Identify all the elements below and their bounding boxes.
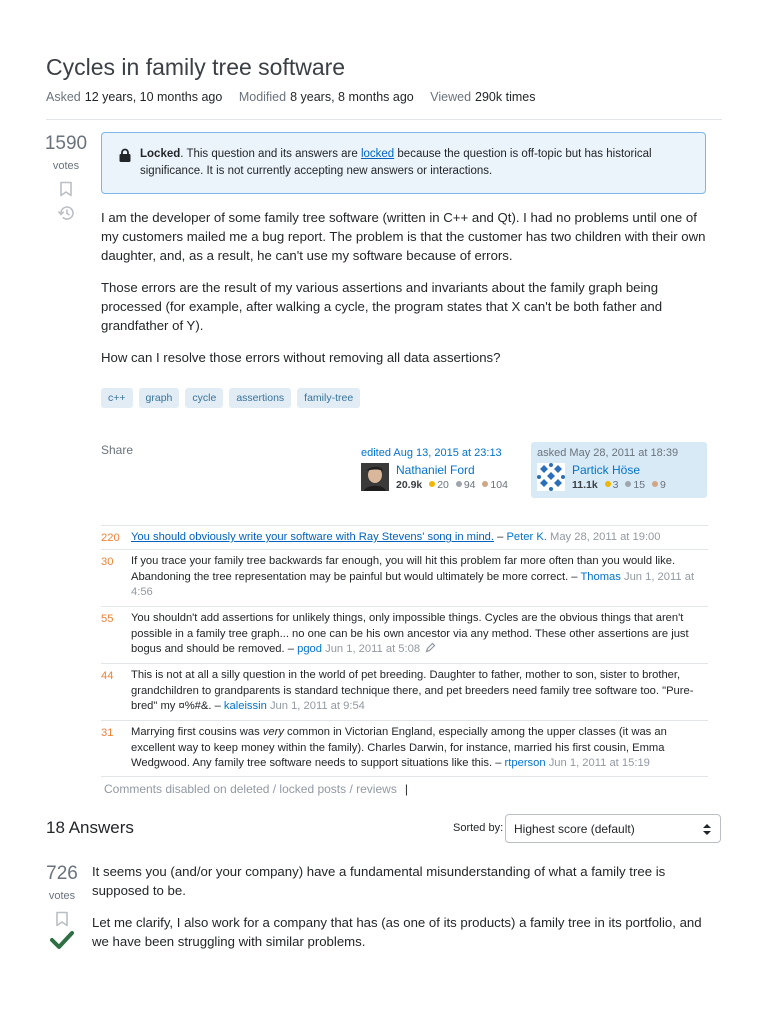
asked-value: 12 years, 10 months ago: [84, 90, 223, 104]
tag-assertions[interactable]: assertions: [229, 388, 291, 408]
asker-avatar[interactable]: [537, 463, 565, 491]
comments-disabled-text: Comments disabled on deleted / locked posts / reviews: [104, 782, 397, 796]
answers-count: 18 Answers: [46, 818, 134, 837]
comment-score: 30: [101, 556, 114, 568]
modified-value[interactable]: 8 years, 8 months ago: [290, 90, 414, 104]
comment-item: [101, 550, 708, 607]
tag-list: [101, 388, 360, 408]
editor-name[interactable]: Nathaniel Ford: [396, 463, 475, 477]
tag-family-tree[interactable]: family-tree: [297, 388, 360, 408]
viewed-value: 290k times: [475, 90, 536, 104]
lock-icon: [118, 148, 132, 163]
answer-vote-column: [40, 863, 84, 950]
question-meta: [46, 90, 548, 104]
asked-label: Asked: [46, 90, 81, 104]
viewed-label: Viewed: [430, 90, 472, 104]
comment-text: Marrying first cousins was very common in Victorian England, especially among the upper classes (it was an excellent way to keep money within the family). Charles Darwin, for instance, married his first cousin, Emma Wedgwood. Any family tree software needs to support situations like this.: [131, 726, 667, 769]
question-paragraph-3: How can I resolve those errors without removing all data assertions?: [101, 350, 501, 365]
history-icon[interactable]: [57, 205, 75, 221]
comments-disabled-note: [104, 782, 408, 796]
comment-separator: –: [492, 757, 505, 769]
answer-votes-label: votes: [48, 890, 76, 902]
comment-item: [101, 526, 708, 550]
editor-card: [355, 442, 528, 498]
answer-vote-count: 726: [46, 863, 78, 884]
question-paragraph-1: I am the developer of some family tree software (written in C++ and Qt). I had no problems until one of my customers mailed me a bug report. The problem is that the customer has two children with their own daughter, and, as a result, he can't use my software because of errors.: [101, 210, 706, 263]
question-vote-count: 1590: [44, 133, 88, 154]
asked-timestamp: asked May 28, 2011 at 18:39: [537, 447, 679, 459]
locked-label: Locked: [140, 148, 181, 160]
editor-silver: 94: [463, 479, 476, 491]
notice-text-b: because the question is off-topic but has historical significance. It is not currently accepting new answers or interactions.: [140, 148, 652, 177]
asker-bronze: 9: [660, 479, 666, 491]
comment-item: [101, 721, 708, 777]
comment-date[interactable]: Jun 1, 2011 at 15:19: [548, 757, 650, 769]
asker-reputation: [572, 479, 666, 491]
comment-item: [101, 607, 708, 664]
locked-help-link[interactable]: locked: [360, 148, 395, 160]
locked-notice: [101, 132, 706, 194]
comment-text: This is not at all a silly question in the world of pet breeding. Daughter to father, mother to son, sister to brother, grandchildren to grandparents is standard technique there, and pet breeders need family tree software too. "Pure-bred" my ¤%#&.: [131, 669, 694, 712]
tag-cpp[interactable]: c++: [101, 388, 133, 408]
question-votes-label: votes: [52, 160, 80, 172]
sort-label: Sorted by:: [453, 822, 504, 834]
comment-item: [101, 664, 708, 721]
comment-separator: –: [568, 570, 581, 583]
notice-text-a: . This question and its answers are: [180, 148, 361, 160]
sort-select[interactable]: [505, 814, 721, 843]
comment-score: 55: [101, 613, 114, 625]
asker-rep: 11.1k: [572, 479, 598, 491]
asker-card: [531, 442, 707, 498]
comment-user[interactable]: pgod: [297, 643, 322, 655]
answer-paragraph-1: It seems you (and/or your company) have a fundamental misunderstanding of what a family tree is supposed to be.: [92, 864, 666, 898]
editor-avatar[interactable]: [361, 463, 389, 491]
bookmark-icon[interactable]: [59, 181, 73, 197]
comment-user[interactable]: rtperson: [504, 757, 546, 769]
comment-separator: –: [284, 643, 298, 655]
comment-user[interactable]: kaleissin: [223, 700, 267, 712]
comment-score: 220: [101, 532, 120, 544]
comments-pipe: |: [404, 782, 408, 796]
share-link[interactable]: Share: [101, 443, 134, 457]
question-vote-column: [44, 133, 88, 221]
comment-date[interactable]: Jun 1, 2011 at 4:56: [131, 570, 695, 598]
edit-pencil-icon[interactable]: [425, 642, 436, 653]
comment-link[interactable]: You should obviously write your software with Ray Stevens' song in mind.: [131, 531, 495, 543]
comment-separator: –: [211, 700, 224, 712]
editor-gold: 20: [437, 479, 449, 491]
tag-graph[interactable]: graph: [139, 388, 180, 408]
question-paragraph-2: Those errors are the result of my various assertions and invariants about the family graph being processed (for example, after walking a cycle, the program states that X can't be both father and grandfather of Y).: [101, 280, 663, 333]
asker-gold: 3: [612, 479, 619, 491]
asker-silver: 15: [633, 479, 646, 491]
asker-name[interactable]: Partick Höse: [572, 463, 641, 477]
comment-list: [101, 525, 708, 777]
comment-date[interactable]: Jun 1, 2011 at 9:54: [269, 700, 365, 712]
editor-rep: 20.9k: [396, 479, 423, 491]
comment-score: 31: [101, 727, 114, 739]
tag-cycle[interactable]: cycle: [185, 388, 223, 408]
editor-reputation: [396, 479, 508, 491]
comment-text: You shouldn't add assertions for unlikely things, only impossible things. Cycles are the obvious things that aren't possible in a family tree graph... no one can be his own ancestor via any method. These other assertions are just bogus and should be removed.: [131, 612, 689, 655]
accepted-check-icon: [50, 930, 74, 950]
editor-bronze: 104: [490, 479, 508, 491]
modified-label: Modified: [238, 90, 287, 104]
comment-user[interactable]: Peter K.: [506, 531, 547, 543]
edited-timestamp[interactable]: edited Aug 13, 2015 at 23:13: [361, 447, 502, 459]
comment-date[interactable]: Jun 1, 2011 at 5:08: [325, 643, 421, 655]
title-divider: [46, 119, 722, 120]
comment-user[interactable]: Thomas: [580, 570, 621, 583]
select-arrows-icon: [703, 824, 711, 835]
sort-value: Highest score (default): [514, 822, 635, 836]
comment-score: 44: [101, 670, 114, 682]
answer-paragraph-2: Let me clarify, I also work for a company that has (as one of its products) a family tree in its portfolio, and we have been struggling with similar problems.: [92, 915, 702, 949]
comment-date[interactable]: May 28, 2011 at 19:00: [550, 531, 661, 543]
question-title[interactable]: Cycles in family tree software: [46, 54, 346, 80]
answer-bookmark-icon[interactable]: [55, 911, 69, 927]
comment-text: If you trace your family tree backwards far enough, you will hit this problem far more often than you would like. Abandoning the tree representation may be painful but would ultimately be more correct.: [131, 555, 676, 583]
comment-separator: –: [494, 531, 507, 543]
